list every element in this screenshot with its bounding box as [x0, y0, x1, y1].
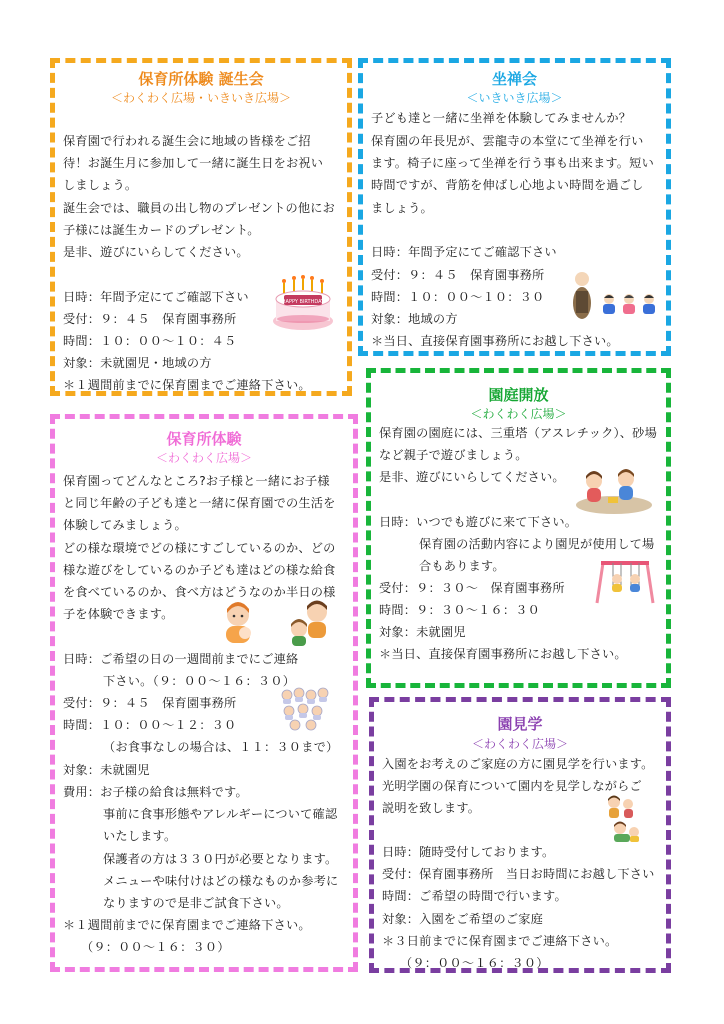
visit-target: 対象：入園をご希望のご家庭 — [382, 912, 544, 926]
taiken-note-hours: （９：００～１６：３０） — [81, 940, 230, 954]
taiken-line: を食べているのか、食べ方はどうなのか半日の様 — [63, 585, 336, 599]
cake-text: HAPPY BIRTHDAY — [281, 299, 325, 305]
visit-subtitle: ＜わくわく広場＞ — [471, 737, 568, 751]
taiken-reception: 受付：９：４５ 保育園事務所 — [63, 696, 237, 710]
visit-line: 光明学園の保育について園内を見学しながらご — [382, 779, 642, 793]
garden-line: など親子で遊びましょう。 — [379, 448, 528, 462]
zazen-line: 時間ですが、背筋を伸ばし心地よい時間を過ごし — [371, 178, 644, 192]
zazen-reception: 受付：９：４５ 保育園事務所 — [371, 268, 545, 282]
taiken-fee-line: メニューや味付けはどの様なものか参考に — [103, 874, 339, 888]
taiken-target: 対象：未就園児 — [63, 763, 150, 777]
visit-title: 園見学 — [497, 715, 543, 733]
zazen-monk-children-icon — [568, 263, 663, 325]
birthday-line: 待！お誕生月に参加して一緒に誕生日をお祝い — [63, 156, 324, 170]
taiken-date: 日時：ご希望の日の一週間前までにご連絡 — [63, 652, 299, 666]
garden-note: ＊当日、直接保育園事務所にお越し下さい。 — [379, 647, 627, 661]
birthday-date: 日時：年間予定にてご確認下さい — [63, 290, 249, 304]
visit-time: 時間：ご希望の時間で行います。 — [382, 889, 567, 903]
taiken-line: どの様な環境でどの様にすごしているのか、どの — [63, 541, 336, 555]
visit-line: 入園をお考えのご家庭の方に園見学を行います。 — [382, 757, 654, 771]
garden-section — [366, 368, 671, 688]
taiken-fee-line: いたします。 — [103, 829, 177, 843]
birthday-section — [50, 58, 352, 396]
zazen-target: 対象：地域の方 — [371, 312, 458, 326]
taiken-title: 保育所体験 — [166, 430, 242, 448]
garden-line: 保育園の園庭には、三重塔（アスレチック）、砂場 — [379, 426, 657, 440]
taiken-fee: 費用：お子様の給食は無料です。 — [63, 785, 248, 799]
birthday-title: 保育所体験 誕生会 — [138, 70, 264, 88]
taiken-line: 体験してみましょう。 — [63, 518, 187, 532]
zazen-line: 子ども達と一緒に坐禅を体験してみませんか？ — [371, 111, 632, 125]
garden-subtitle: ＜わくわく広場＞ — [470, 407, 567, 421]
garden-reception: 受付：９：３０～ 保育園事務所 — [379, 581, 565, 595]
visit-note: ＊３日前までに保育園までご連絡下さい。 — [382, 934, 618, 948]
taiken-subtitle: ＜わくわく広場＞ — [155, 451, 252, 465]
taiken-line: 保育園ってどんなところ?お子様と一緒にお子様 — [63, 474, 330, 488]
family-visit-icon — [600, 794, 644, 844]
garden-date-note: 保育園の活動内容により園児が使用して場 — [419, 537, 655, 551]
swing-icon — [593, 559, 657, 605]
zazen-line: ます。椅子に座って坐禅を行う事も出来ます。短い — [371, 156, 654, 170]
visit-line: 説明を致します。 — [382, 801, 481, 815]
taiken-line: 子を体験できます。 — [63, 607, 174, 621]
mother-child-icon — [215, 601, 261, 645]
taiken-fee-line: 保護者の方は３３０円が必要となります。 — [103, 852, 338, 866]
taiken-time: 時間：１０：００～１２：３０ — [63, 718, 237, 732]
visit-note-hours: （９：００～１６：３０） — [400, 956, 549, 970]
zazen-line: ましょう。 — [371, 201, 433, 215]
birthday-note: ＊１週間前までに保育園までご連絡下さい。 — [63, 378, 311, 392]
taiken-section — [50, 414, 358, 972]
garden-line: 是非、遊びにいらしてください。 — [379, 470, 565, 484]
taiken-line: と同じ年齢の子ども達と一緒に保育園での生活を — [63, 496, 336, 510]
garden-date: 日時：いつでも遊びに来て下さい。 — [379, 515, 578, 529]
taiken-fee-line: なりますので是非ご試食下さい。 — [103, 896, 289, 910]
zazen-subtitle: ＜いきいき広場＞ — [466, 91, 563, 105]
garden-date-note: 合もあります。 — [419, 559, 505, 573]
sandbox-children-icon — [574, 465, 654, 515]
birthday-reception: 受付：９：４５ 保育園事務所 — [63, 312, 237, 326]
garden-time: 時間：９：３０～１６：３０ — [379, 603, 541, 617]
taiken-time-note: （お食事なしの場合は、１１：３０まで） — [103, 740, 339, 754]
birthday-line: 是非、遊びにいらしてください。 — [63, 245, 249, 259]
zazen-section — [358, 58, 671, 356]
taiken-note: ＊１週間前までに保育園までご連絡下さい。 — [63, 918, 311, 932]
taiken-line: 様な遊びをしているのか子ども達はどの様な給食 — [63, 563, 336, 577]
birthday-line: しましょう。 — [63, 178, 138, 192]
birthday-subtitle: ＜わくわく広場・いきいき広場＞ — [110, 91, 291, 105]
visit-reception: 受付：保育園事務所 当日お時間にお越し下さい — [382, 867, 655, 881]
zazen-line: 保育園の年長児が、雲龍寺の本堂にて坐禅を行い — [371, 134, 644, 148]
zazen-note: ＊当日、直接保育園事務所にお越し下さい。 — [371, 334, 619, 348]
taiken-date-cont: 下さい。（９：００～１６：３０） — [103, 674, 296, 688]
zazen-date: 日時：年間予定にてご確認下さい — [371, 245, 557, 259]
garden-title: 園庭開放 — [488, 386, 549, 404]
garden-target: 対象：未就園児 — [379, 625, 466, 639]
birthday-line: 保育園で行われる誕生会に地域の皆様をご招 — [63, 134, 311, 148]
birthday-target: 対象：未就園児・地域の方 — [63, 356, 212, 370]
taiken-fee-line: 事前に食事形態やアレルギーについて確認 — [103, 807, 338, 821]
lunch-group-icon — [279, 687, 333, 731]
birthday-line: 子様には誕生カードのプレゼント。 — [63, 223, 260, 237]
visit-date: 日時：随時受付しております。 — [382, 845, 555, 859]
birthday-cake-icon — [270, 275, 336, 333]
zazen-title: 坐禅会 — [491, 70, 537, 88]
birthday-time: 時間：１０：００～１０：４５ — [63, 334, 237, 348]
zazen-time: 時間：１０：００～１０：３０ — [371, 290, 545, 304]
children-icon — [287, 599, 337, 647]
birthday-line: 誕生会では、職員の出し物のプレゼントの他にお — [63, 201, 336, 215]
visit-section — [369, 697, 671, 973]
